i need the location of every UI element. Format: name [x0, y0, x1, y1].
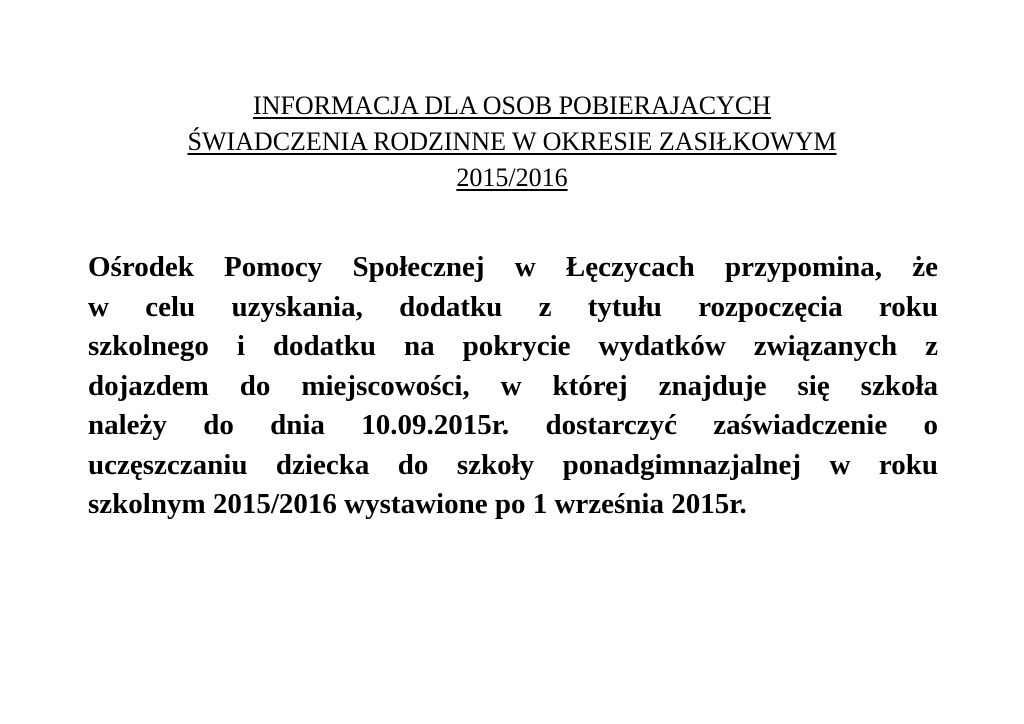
paragraph-line-3: szkolnego i dodatku na pokrycie wydatków związanych z	[88, 330, 938, 362]
announcement-paragraph	[88, 248, 938, 525]
document-title	[60, 88, 964, 196]
title-line-1: INFORMACJA DLA OSOB POBIERAJACYCH	[253, 91, 771, 120]
paragraph-line-5: należy do dnia 10.09.2015r. dostarczyć zaświadczenie o	[88, 409, 938, 441]
paragraph-line-7: szkolnym 2015/2016 wystawione po 1 września 2015r.	[88, 488, 747, 520]
paragraph-line-4: dojazdem do miejscowości, w której znajduje się szkoła	[88, 369, 938, 402]
paragraph-line-2: w celu uzyskania, dodatku z tytułu rozpoczęcia roku	[88, 290, 938, 323]
paragraph-line-6: uczęszczaniu dziecka do szkoły ponadgimnazjalnej w roku	[88, 448, 938, 481]
paragraph-line-1: Ośrodek Pomocy Społecznej w Łęczycach przypomina, że	[88, 251, 938, 283]
title-line-3: 2015/2016	[456, 163, 568, 192]
title-line-2: ŚWIADCZENIA RODZINNE W OKRESIE ZASIŁKOWYM	[187, 127, 837, 156]
